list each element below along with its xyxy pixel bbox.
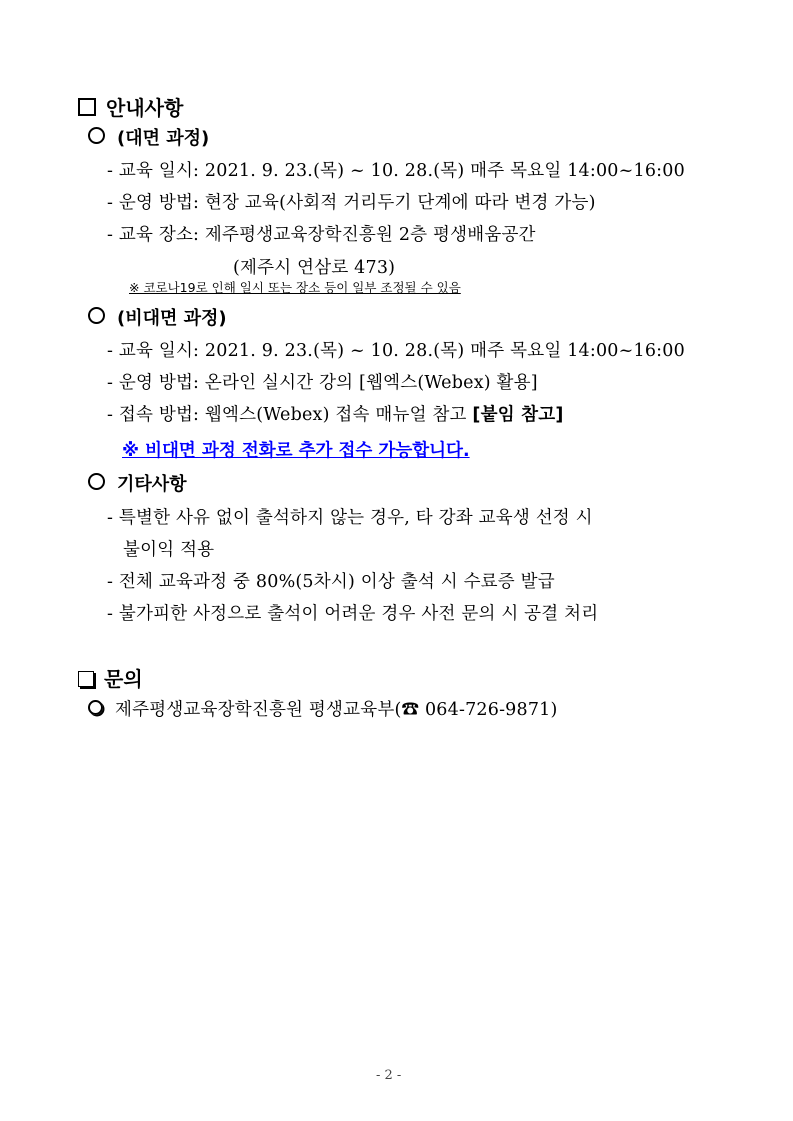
etc-item-absence-line1: - 특별한 사유 없이 출석하지 않는 경우, 타 강좌 교육생 선정 시 <box>107 508 593 528</box>
offline-item-schedule: - 교육 일시: 2021. 9. 23.(목) ~ 10. 28.(목) 매주 목요일 14:00~16:00 <box>107 161 685 181</box>
offline-heading: (대면 과정) <box>88 124 209 150</box>
phone-icon: ☎ <box>401 700 420 720</box>
checkbox-square-icon <box>78 98 96 116</box>
inquiry-phone-number: 064-726-9871) <box>419 700 558 720</box>
etc-item-certificate: - 전체 교육과정 중 80%(5차시) 이상 출석 시 수료증 발급 <box>107 572 555 592</box>
offline-item-method: - 운영 방법: 현장 교육(사회적 거리두기 단계에 따라 변경 가능) <box>107 193 596 213</box>
section-heading-inquiry: 문의 <box>78 663 143 692</box>
offline-item-place: - 교육 장소: 제주평생교육장학진흥원 2층 평생배움공간 <box>107 225 536 245</box>
section-heading-notice: 안내사항 <box>78 92 183 121</box>
online-item-schedule: - 교육 일시: 2021. 9. 23.(목) ~ 10. 28.(목) 매주 목요일 14:00~16:00 <box>107 341 685 361</box>
page-number: - 2 - <box>376 1068 402 1083</box>
inquiry-organization: 제주평생교육장학진흥원 평생교육부( <box>115 700 402 720</box>
online-access-text: - 접속 방법: 웹엑스(Webex) 접속 매뉴얼 참고 <box>107 405 473 425</box>
etc-item-excused: - 불가피한 사정으로 출석이 어려운 경우 사전 문의 시 공결 처리 <box>107 604 599 624</box>
circle-bullet-icon <box>88 307 105 324</box>
circle-bullet-icon <box>88 700 103 715</box>
online-heading: (비대면 과정) <box>88 304 227 330</box>
offline-covid-note: ※ 코로나19로 인해 일시 또는 장소 등이 일부 조정될 수 있음 <box>129 280 461 295</box>
online-item-access <box>107 401 564 426</box>
inquiry-contact <box>88 696 558 721</box>
circle-bullet-icon <box>88 473 105 490</box>
offline-address: (제주시 연삼로 473) <box>233 258 396 278</box>
attachment-reference: [붙임 참고] <box>472 405 564 425</box>
etc-item-absence-line2: 불이익 적용 <box>123 540 215 560</box>
online-item-method: - 운영 방법: 온라인 실시간 강의 [웹엑스(Webex) 활용] <box>107 373 538 393</box>
circle-bullet-icon <box>88 127 105 144</box>
online-phone-registration-notice: ※ 비대면 과정 전화로 추가 접수 가능합니다. <box>122 441 470 461</box>
checkbox-square-icon <box>78 671 94 687</box>
etc-heading: 기타사항 <box>88 470 187 496</box>
